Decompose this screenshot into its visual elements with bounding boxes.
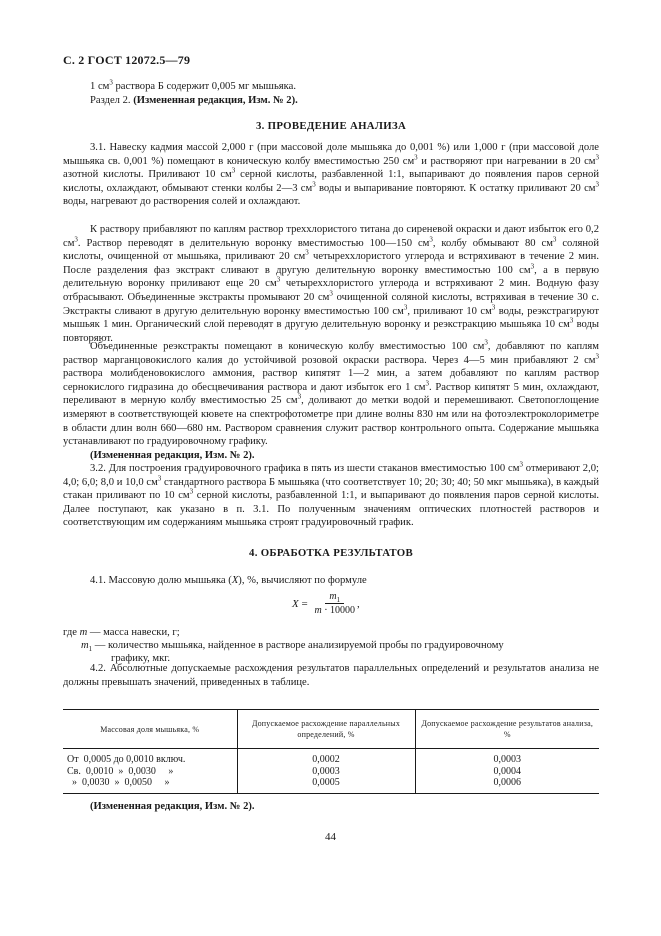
table-row	[63, 749, 599, 766]
section-3-title: 3. ПРОВЕДЕНИЕ АНАЛИЗА	[255, 120, 407, 132]
formula-tail: ,	[357, 598, 360, 610]
table-cell-range: » 0,0030 » 0,0050 »	[63, 777, 237, 793]
intro-line-1: 1 $см^3$ раствора Б содержит 0,005 мг мышьяка.	[90, 78, 296, 92]
where-line-1: где m — масса навески, г;	[63, 627, 180, 638]
paragraph-4-2: 4.2. Абсолютные допускаемые расхождения результатов параллельных определений и результатов анализа не должны превышать значений, приведенных в таблице.	[63, 663, 599, 688]
section-4-title: 4. ОБРАБОТКА РЕЗУЛЬТАТОВ	[249, 547, 413, 559]
paragraph-titanium: К раствору прибавляют по каплям раствор треххлористого титана до сиреневой окраски и дают избыток его 0,2 $см^3$. Раствор переводят в делительную воронку вместимостью 100—150 $см^3$, колбу обмывают 80 $см^3$ соляной кислоты, очищенной от мышьяка, приливают 20 $см^3$ четыреххлористого углерода и встряхивают в течение 2 мин. После разделения фаз экстракт сливают в другую делительную воронку вместимостью 100 $см^3$, а в первую делительную воронку приливают еще 20 $см^3$ четыреххлористого углерода и встряхивают 2 мин. Водную фазу отбрасывают. Объединенные экстракты промывают 20 $см^3$ очищенной соляной кислоты, встряхивая в течение 30 с. Экстракты сливают в другую делительную воронку вместимостью 100 $см^3$, приливают 10 $см^3$ воды, реэкстрагируют мышьяк 1 мин. Органический слой переводят в другую делительную воронку и реэкстракцию мышьяка 10 $см^3$ воды повторяют.	[63, 224, 600, 344]
formula-fraction	[314, 591, 355, 617]
amendment-note-1: (Измененная редакция, Изм. № 2).	[90, 450, 255, 461]
intro-line-2: Раздел 2. (Измененная редакция, Изм. № 2).	[90, 95, 298, 106]
paragraph-3-2: 3.2. Для построения градуировочного графика в пять из шести стаканов вместимостью 100 $см^3$ отмеривают 2,0; 4,0; 6,0; 8,0 и 10,0 $см^3$ стандартного раствора Б мышьяка (что соответствует 10; 20; 30; 40; 50 мкг мышьяка), в каждый стакан приливают по 10 $см^3$ серной кислоты, разбавленной 1:1, и выпаривают до появления паров серной кислоты. Далее поступают, как указано в п. 3.1. По полученным значениям оптических плотностей растворов и соответствующим им содержаниям мышьяка строят градуировочный график.	[63, 460, 599, 529]
table-header-parallel: Допускаемое расхождение параллельных определений, %	[237, 710, 415, 749]
formula-lhs: X	[292, 598, 299, 610]
table-row	[63, 766, 599, 778]
formula-numerator: $m_1$	[325, 591, 344, 604]
table-cell-range: Св. 0,0010 » 0,0030 »	[67, 765, 174, 777]
table-cell-parallel: 0,0003	[237, 766, 415, 778]
amendment-note-2: (Измененная редакция, Изм. № 2).	[90, 801, 255, 812]
table-cell-results: 0,0003	[415, 749, 599, 766]
where-line-2: $m_1$ — количество мышьяка, найденное в растворе анализируемой пробы по градуировочному	[81, 640, 504, 654]
table-header-row	[63, 710, 599, 749]
formula-equals: =	[298, 598, 311, 610]
table-header-results: Допускаемое расхождение результатов анализа, %	[415, 710, 599, 749]
where-line-3: графику, мкг.	[111, 653, 171, 664]
formula-denominator: m · 10000	[314, 605, 356, 616]
table-header-mass-fraction: Массовая доля мышьяка, %	[63, 710, 237, 749]
table-row	[63, 777, 599, 793]
paragraph-3-1: 3.1. Навеску кадмия массой 2,000 г (при массовой доле мышьяка до 0,001 %) или 1,000 г (при массовой доле мышьяка св. 0,001 %) помещают в коническую колбу вместимостью 250 $см^3$ и растворяют при нагревании в 20 $см^3$ азотной кислоты. Приливают 10 $см^3$ серной кислоты, разбавленной 1:1, выпаривают до появления паров серной кислоты, охлаждают, обмывают стенки колбы 2—3 $см^3$ воды и выпаривание повторяют. К остатку приливают 20 $см^3$ воды, нагревают до растворения солей и охлаждают.	[63, 142, 600, 208]
table-cell-parallel: 0,0005	[237, 777, 415, 793]
page-number: 44	[325, 831, 336, 843]
paragraph-4-1: 4.1. Массовую долю мышьяка (X), %, вычисляют по формуле	[90, 575, 367, 586]
table-cell-parallel: 0,0002	[237, 749, 415, 766]
page-header: С. 2 ГОСТ 12072.5—79	[63, 53, 191, 67]
formula	[292, 591, 360, 617]
table-cell-range: От 0,0005 до 0,0010 включ.	[67, 754, 186, 765]
paragraph-reextracts: Объединенные реэкстракты помещают в коническую колбу вместимостью 100 $см^3$, добавляют по каплям раствор марганцовокислого калия до устойчивой розовой окраски раствора. Через 4—5 мин прибавляют 2 $см^3$ раствора молибденовокислого аммония, раствор кипятят 1—2 мин, а затем добавляют по каплям раствор сернокислого гидразина до обесцвечивания раствора и дают избыток его 1 $см^3$. Раствор кипятят 5 мин, охлаждают, переливают в мерную колбу вместимостью 25 $см^3$, доливают до метки водой и перемешивают. Светопоглощение измеряют в соответствующей кювете на спектрофотометре при длине волны 830 нм или на фотоэлектроколориметре в области длин волн 660—680 нм. Раствором сравнения служит раствор контрольного опыта. Содержание мышьяка устанавливают по градуировочному графику.	[63, 338, 599, 448]
tolerance-table	[63, 709, 599, 794]
table-cell-results: 0,0006	[415, 777, 599, 793]
table-cell-results: 0,0004	[415, 766, 599, 778]
